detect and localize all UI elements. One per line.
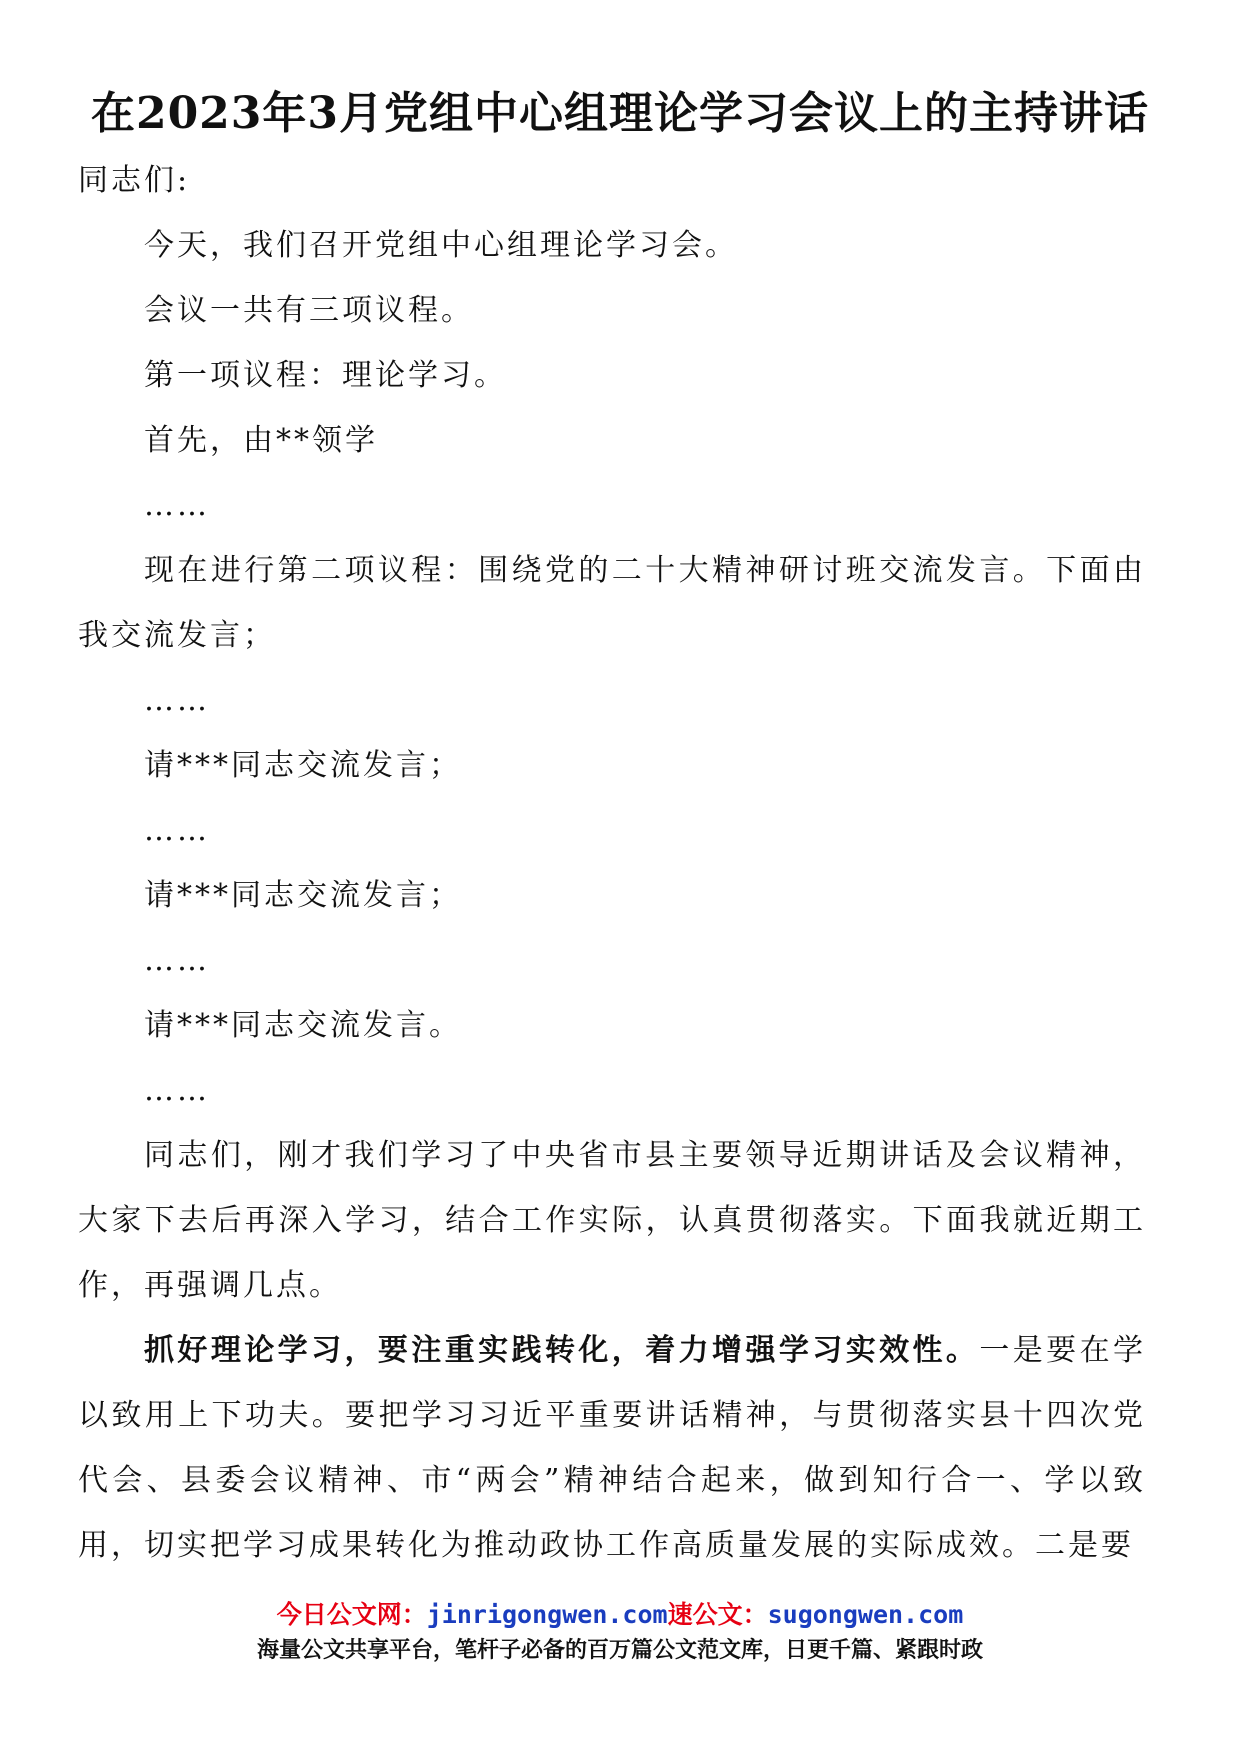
paragraph: 请***同志交流发言。 — [144, 1008, 462, 1043]
paragraph: 请***同志交流发言； — [144, 878, 462, 913]
point-1-body: 一是要在学以致用上下功夫。要把学习习近平重要讲话精神，与贯彻落实县十四次党代会、县委会议精神、市“两会”精神结合起来，做到知行合一、学以致用，切实把学习成果转化为推动政协工作高质量发展的实际成效。二是要 — [78, 1333, 1147, 1563]
paragraph: 第一项议程：理论学习。 — [144, 358, 507, 393]
document-body — [78, 148, 1146, 1578]
ellipsis-line: …… — [144, 683, 210, 718]
site2-name: 速公文： — [667, 1600, 768, 1629]
point-1-paragraph — [78, 1318, 1146, 1578]
paragraph: 会议一共有三项议程。 — [144, 293, 474, 328]
footer-sites — [0, 1598, 1240, 1632]
paragraph: 请***同志交流发言； — [144, 748, 462, 783]
ellipsis-line: …… — [144, 488, 210, 523]
footer-banner — [0, 1598, 1240, 1666]
paragraph: 首先，由**领学 — [144, 423, 378, 458]
paragraph: 现在进行第二项议程：围绕党的二十大精神研讨班交流发言。下面由我交流发言； — [78, 553, 1146, 653]
site2-url-link[interactable]: sugongwen.com — [767, 1600, 964, 1629]
site1-url-link[interactable]: jinrigongwen.com — [426, 1600, 668, 1629]
paragraph: 今天，我们召开党组中心组理论学习会。 — [144, 228, 738, 263]
ellipsis-line: …… — [144, 943, 210, 978]
ellipsis-line: …… — [144, 1073, 210, 1108]
site1-name: 今日公文网： — [276, 1600, 427, 1629]
footer-tagline: 海量公文共享平台，笔杆子必备的百万篇公文范文库，日更千篇、紧跟时政 — [256, 1638, 983, 1663]
paragraph: 同志们，刚才我们学习了中央省市县主要领导近期讲话及会议精神，大家下去后再深入学习，结合工作实际，认真贯彻落实。下面我就近期工作，再强调几点。 — [78, 1138, 1146, 1303]
ellipsis-line: …… — [144, 813, 210, 848]
salutation: 同志们: — [78, 163, 191, 198]
point-1-heading: 抓好理论学习，要注重实践转化，着力增强学习实效性。 — [144, 1333, 980, 1368]
document-title: 在2023年3月党组中心组理论学习会议上的主持讲话 — [90, 88, 1150, 139]
